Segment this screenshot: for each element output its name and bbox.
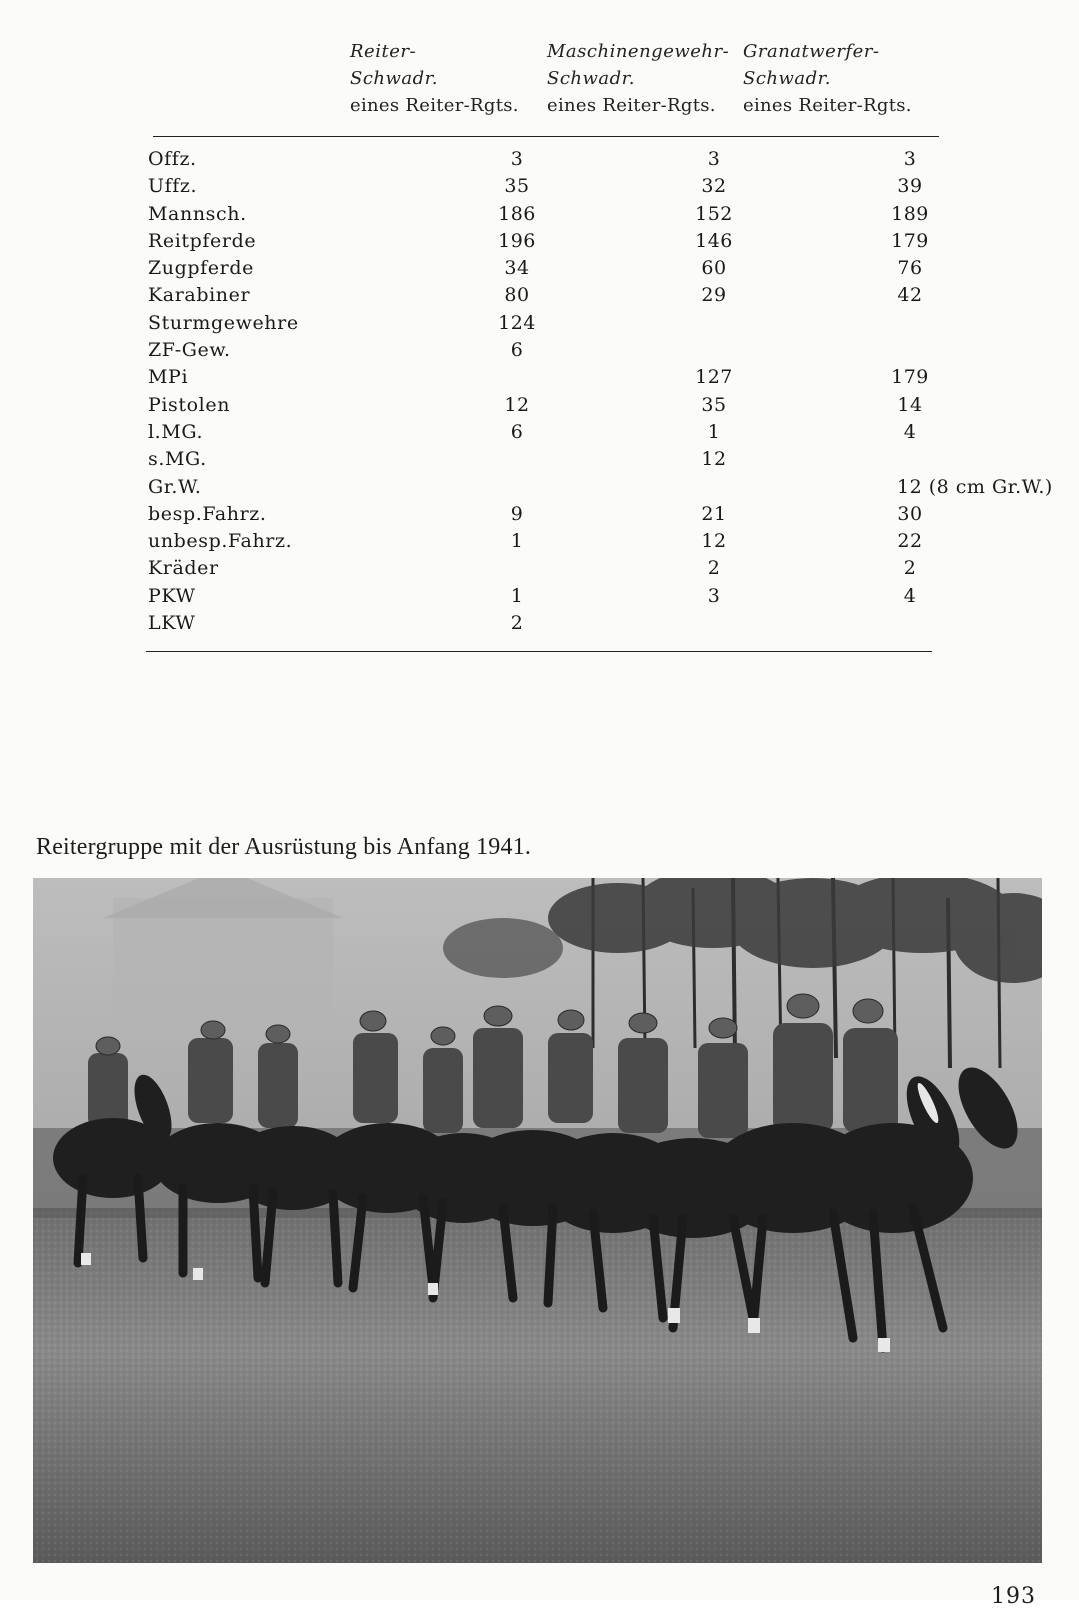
cell-c: 12 (8 cm Gr.W.) xyxy=(897,475,1053,498)
column-header-maschinengewehr xyxy=(547,38,729,119)
cell-c: 30 xyxy=(897,502,923,525)
column-header-line: Reiter- xyxy=(350,41,417,62)
table-row xyxy=(148,337,938,364)
table-row xyxy=(148,474,1053,501)
row-label: MPi xyxy=(148,366,189,389)
row-label: besp.Fahrz. xyxy=(148,502,267,525)
column-header-line: Granatwerfer- xyxy=(743,41,880,62)
row-label: Karabiner xyxy=(148,284,251,307)
column-header-line: eines Reiter-Rgts. xyxy=(350,95,519,116)
table-row xyxy=(148,419,938,446)
cell-b: 152 xyxy=(695,202,733,225)
column-header-granatwerfer xyxy=(743,38,912,119)
row-label: l.MG. xyxy=(148,420,204,443)
cell-a: 9 xyxy=(510,502,524,525)
table-row xyxy=(148,310,938,337)
cell-c: 42 xyxy=(897,284,923,307)
table-row xyxy=(148,583,938,610)
cell-c: 14 xyxy=(897,393,923,416)
table-row xyxy=(148,555,938,582)
cell-a: 12 xyxy=(504,393,530,416)
table-body xyxy=(148,146,1053,637)
table-row xyxy=(148,392,938,419)
table-row xyxy=(148,255,938,282)
column-header-line: Schwadr. xyxy=(743,68,832,89)
table-row xyxy=(148,282,938,309)
row-label: LKW xyxy=(148,612,196,635)
cell-c: 2 xyxy=(903,557,917,580)
column-header-line: Schwadr. xyxy=(350,68,439,89)
column-header-line: eines Reiter-Rgts. xyxy=(743,95,912,116)
row-label: Gr.W. xyxy=(148,475,202,498)
cell-a: 3 xyxy=(510,148,524,170)
cell-b: 29 xyxy=(701,284,727,307)
row-label: Mannsch. xyxy=(148,202,247,225)
row-label: PKW xyxy=(148,584,196,607)
cell-b: 3 xyxy=(707,584,721,607)
cell-c: 179 xyxy=(891,229,929,252)
cell-b: 127 xyxy=(695,366,733,389)
cell-b: 2 xyxy=(707,557,721,580)
column-header-line: Maschinengewehr- xyxy=(547,41,730,62)
cell-c: 39 xyxy=(897,175,923,198)
cell-a: 34 xyxy=(504,257,530,280)
table-top-rule xyxy=(153,136,939,137)
cell-a: 6 xyxy=(510,339,524,362)
cell-b: 1 xyxy=(707,420,721,443)
cell-a: 6 xyxy=(510,420,524,443)
table-row xyxy=(148,446,938,473)
table-row xyxy=(148,146,938,173)
row-label: Offz. xyxy=(148,148,197,170)
cell-a: 186 xyxy=(498,202,536,225)
table-row xyxy=(148,364,938,391)
cell-a: 124 xyxy=(498,311,536,334)
cell-a: 35 xyxy=(504,175,530,198)
cell-a: 196 xyxy=(498,229,536,252)
cell-b: 146 xyxy=(695,229,733,252)
table-bottom-rule xyxy=(146,651,932,652)
table-row xyxy=(148,610,938,637)
cell-a: 1 xyxy=(510,530,524,553)
cell-c: 22 xyxy=(897,530,923,553)
cell-c: 4 xyxy=(903,584,917,607)
cell-b: 35 xyxy=(701,393,727,416)
cell-c: 179 xyxy=(891,366,929,389)
cell-c: 189 xyxy=(891,202,929,225)
photo-caption: Reitergruppe mit der Ausrüstung bis Anfang 1941. xyxy=(36,834,532,860)
row-label: Uffz. xyxy=(148,175,198,198)
table-row xyxy=(148,201,938,228)
row-label: unbesp.Fahrz. xyxy=(148,530,293,553)
row-label: Zugpferde xyxy=(148,257,254,280)
table-row xyxy=(148,173,938,200)
column-header-line: Schwadr. xyxy=(547,68,636,89)
row-label: Sturmgewehre xyxy=(148,311,299,334)
row-label: Kräder xyxy=(148,557,219,580)
cell-c: 4 xyxy=(903,420,917,443)
cell-b: 21 xyxy=(701,502,727,525)
cell-c: 3 xyxy=(903,148,917,170)
table-row xyxy=(148,528,938,555)
column-header-reiter xyxy=(350,38,519,119)
cell-a: 80 xyxy=(504,284,530,307)
cavalry-photo xyxy=(33,878,1042,1563)
cell-a: 1 xyxy=(510,584,524,607)
cell-b: 12 xyxy=(701,530,727,553)
row-label: s.MG. xyxy=(148,448,207,471)
cell-b: 32 xyxy=(701,175,727,198)
table-row xyxy=(148,228,938,255)
cell-c: 76 xyxy=(897,257,923,280)
cell-a: 2 xyxy=(510,612,524,635)
page-number: 193 xyxy=(991,1584,1036,1609)
cell-b: 60 xyxy=(701,257,727,280)
row-label: Pistolen xyxy=(148,393,231,416)
column-header-line: eines Reiter-Rgts. xyxy=(547,95,716,116)
table-row xyxy=(148,501,938,528)
row-label: ZF-Gew. xyxy=(148,339,231,362)
cell-b: 3 xyxy=(707,148,721,170)
row-label: Reitpferde xyxy=(148,229,257,252)
cell-b: 12 xyxy=(701,448,727,471)
